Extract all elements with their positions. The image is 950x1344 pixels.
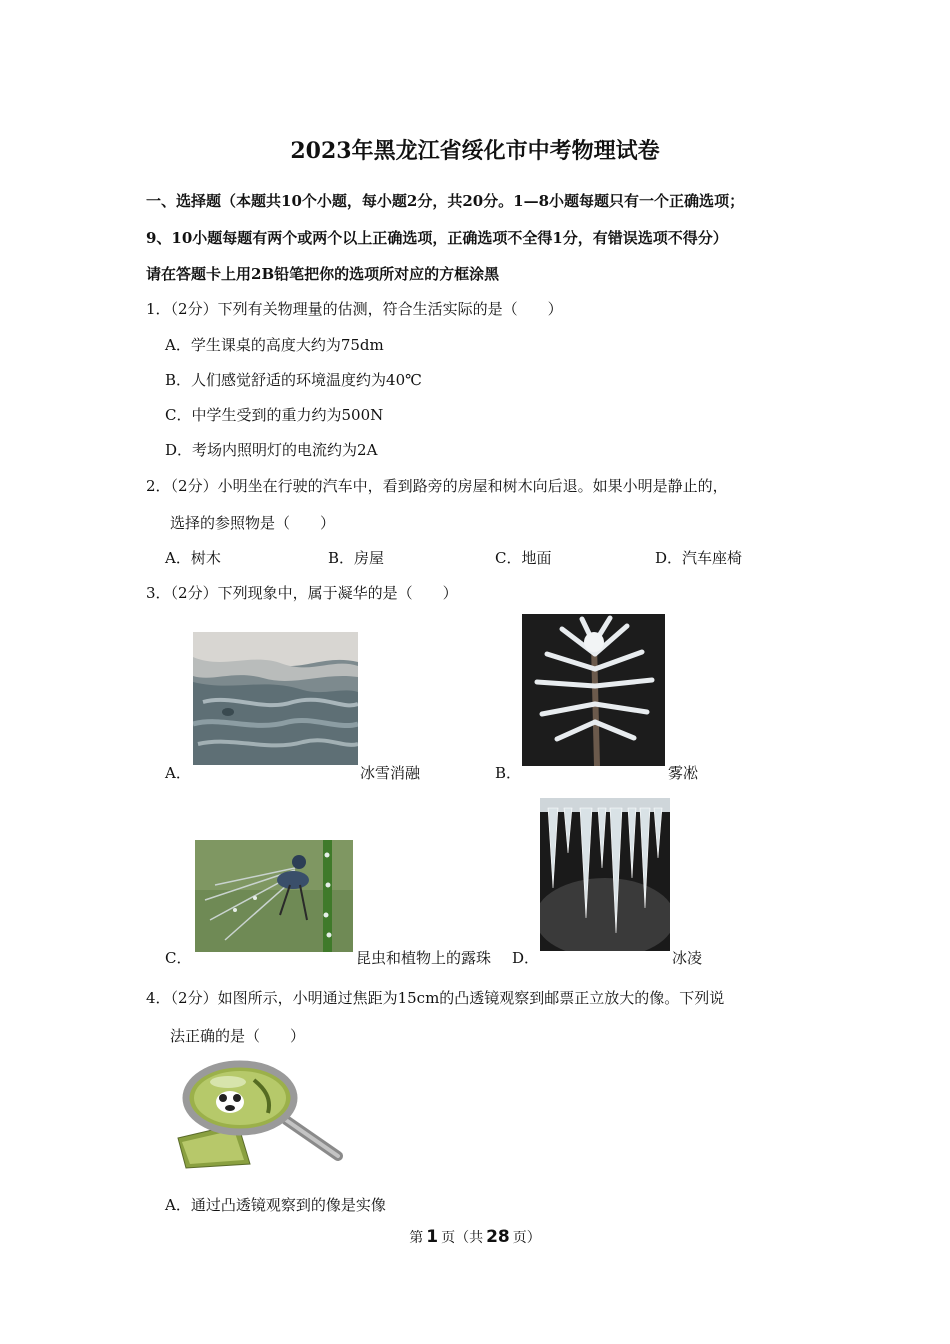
question-2-stem-line-2: 选择的参照物是（ ）	[170, 514, 336, 532]
question-1-option-a: A．学生课桌的高度大约为75dm	[165, 336, 384, 354]
question-3-option-b-text: 雾凇	[668, 764, 699, 782]
section-instruction-line-3: 请在答题卡上用2B铅笔把你的选项所对应的方框涂黑	[146, 265, 500, 283]
question-4-option-a: A．通过凸透镜观察到的像是实像	[165, 1196, 386, 1214]
question-4-stem-line-2: 法正确的是（ ）	[170, 1027, 306, 1045]
footer-suffix: 页）	[512, 1230, 541, 1246]
question-3-option-c-letter: C．	[165, 949, 192, 967]
section-instruction-line-2: 9、10小题每题有两个或两个以上正确选项，正确选项不全得1分，有错误选项不得分）	[146, 229, 728, 247]
question-4-stem-line-1: 4．（2分）如图所示，小明通过焦距为15cm的凸透镜观察到邮票正立放大的像。下列说	[146, 989, 725, 1007]
footer-prefix: 第	[409, 1230, 424, 1246]
question-1-option-c: C．中学生受到的重力约为500N	[165, 406, 384, 424]
question-2-option-d: D．汽车座椅	[655, 549, 743, 567]
page-footer	[0, 1227, 950, 1247]
question-1-option-b: B．人们感觉舒适的环境温度约为40℃	[165, 371, 422, 389]
question-3-option-c-text: 昆虫和植物上的露珠	[356, 949, 492, 967]
question-1-stem: 1．（2分）下列有关物理量的估测，符合生活实际的是（ ）	[146, 300, 563, 318]
footer-page-number: 1	[426, 1227, 439, 1247]
question-1-option-d: D．考场内照明灯的电流约为2A	[165, 441, 378, 459]
question-3-stem: 3．（2分）下列现象中，属于凝华的是（ ）	[146, 584, 458, 602]
question-3-option-a-text: 冰雪消融	[360, 764, 421, 782]
question-2-option-b: B．房屋	[328, 549, 385, 567]
rime-frost-image	[522, 614, 665, 766]
dew-insect-image	[195, 840, 353, 952]
section-instruction-line-1: 一、选择题（本题共10个小题，每小题2分，共20分。1—8小题每题只有一个正确选项；	[146, 192, 745, 210]
melting-snow-image	[193, 632, 358, 765]
question-3-option-b-letter: B．	[495, 764, 522, 782]
icicles-image	[540, 798, 670, 951]
question-3-option-a-letter: A．	[165, 764, 191, 782]
footer-middle: 页（共	[441, 1230, 484, 1246]
question-2-option-a: A．树木	[165, 549, 221, 567]
question-3-option-d-text: 冰凌	[672, 949, 703, 967]
footer-total-pages: 28	[486, 1227, 510, 1247]
magnifier-stamp-image	[168, 1058, 344, 1170]
question-3-option-d-letter: D．	[512, 949, 540, 967]
question-2-stem-line-1: 2．（2分）小明坐在行驶的汽车中，看到路旁的房屋和树木向后退。如果小明是静止的，	[146, 477, 728, 495]
question-2-option-c: C．地面	[495, 549, 552, 567]
page-title: 2023年黑龙江省绥化市中考物理试卷	[290, 138, 660, 164]
